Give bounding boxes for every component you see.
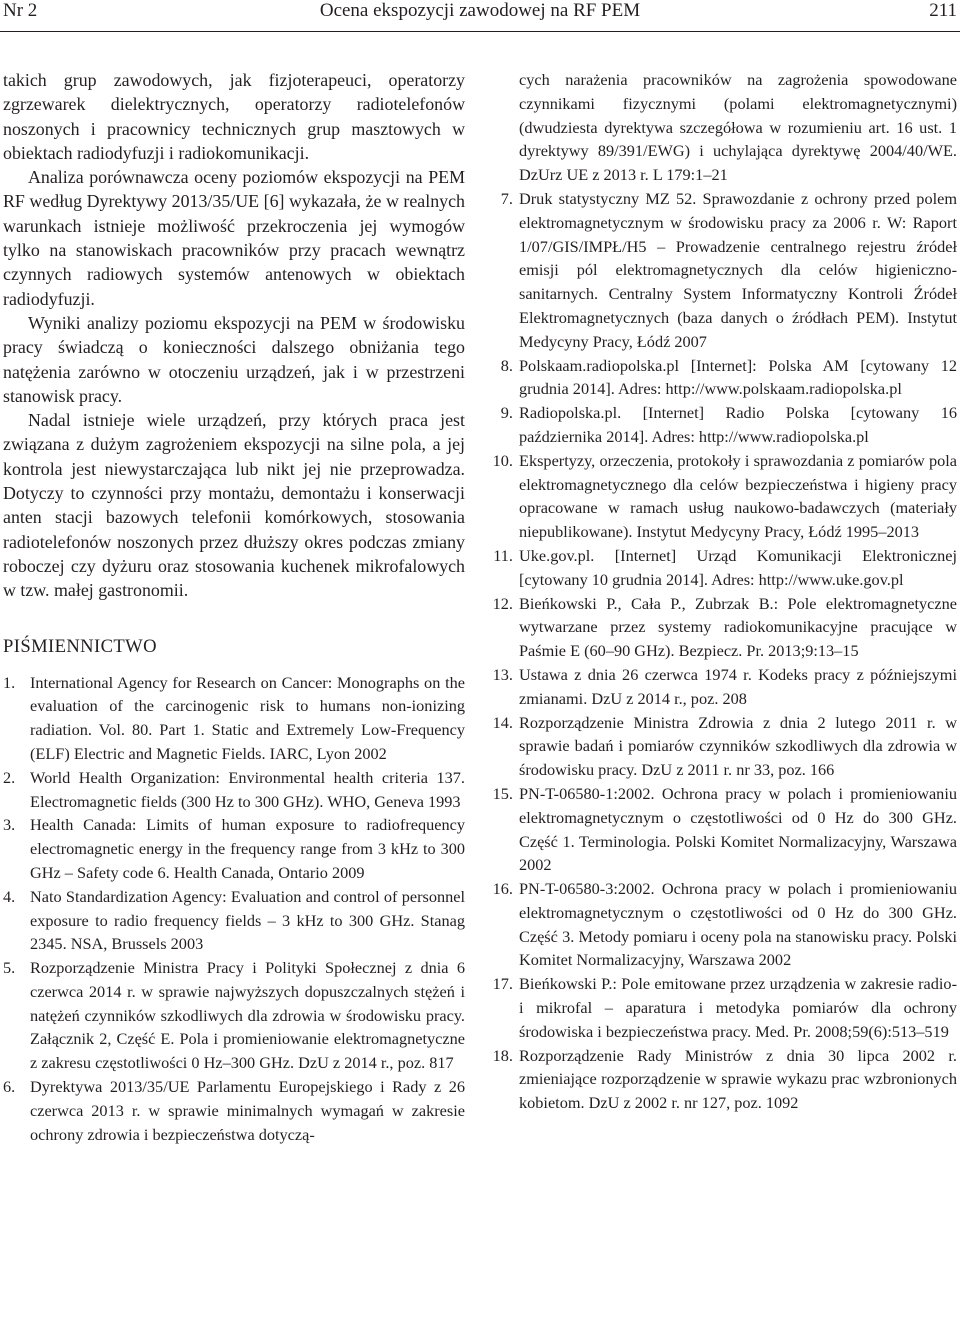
- right-column: [491, 68, 957, 1115]
- reference-number: 8.: [500, 355, 513, 375]
- reference-item: [491, 449, 957, 544]
- reference-text: Bieńkowski P., Cała P., Zubrzak B.: Pole elektromagnetyczne wytwarzane przez systemy radiokomunikacyjne pracujące w Paśmie E (60–90 GHz). Bezpiecz. Pr. 2013;9:13–15: [519, 593, 957, 661]
- reference-item: [491, 877, 957, 972]
- reference-item: [491, 401, 957, 449]
- reference-item: [3, 671, 465, 766]
- reference-item: [491, 1044, 957, 1115]
- reference-item: [3, 956, 465, 1075]
- reference-item-continued: [491, 68, 957, 187]
- reference-text: Dyrektywa 2013/35/UE Parlamentu Europejskiego i Rady z 26 czerwca 2013 r. w sprawie minimalnych wymagań w zakresie ochrony zdrowia i bezpieczeństwa dotyczą-: [30, 1077, 465, 1144]
- reference-number: 10.: [492, 450, 513, 470]
- reference-text: Ustawa z dnia 26 czerwca 1974 r. Kodeks pracy z późniejszymi zmianami. DzU z 2014 r., poz. 208: [519, 664, 957, 708]
- reference-list: [491, 68, 957, 1115]
- reference-number: 3.: [3, 815, 16, 835]
- reference-number: 12.: [492, 593, 513, 613]
- reference-item: [3, 1075, 465, 1146]
- reference-number: 2.: [3, 767, 16, 787]
- reference-number: 18.: [492, 1045, 513, 1065]
- references-heading: PIŚMIENNICTWO: [3, 635, 157, 657]
- reference-text: Rozporządzenie Ministra Pracy i Polityki Społecznej z dnia 6 czerwca 2014 r. w sprawie najwyższych dopuszczalnych stężeń i natężeń czynników szkodliwych dla zdrowia w środowisku pracy. Załącznik 2, Część E. Pola i promieniowanie elektromagnetyczne z zakresu częstotliwości 0 Hz–300 GHz. DzU z 2014 r., poz. 817: [30, 958, 465, 1073]
- body-paragraph: Wyniki analizy poziomu ekspozycji na PEM w środowisku pracy świadczą o konieczności dalszego obniżania tego natężenia zarówno w otoczeniu urządzeń, jak i w przestrzeni stanowisk pracy.: [3, 312, 465, 406]
- reference-number: 17.: [492, 974, 513, 994]
- reference-item: [491, 663, 957, 711]
- reference-number: 11.: [493, 545, 513, 565]
- reference-number: 13.: [492, 664, 513, 684]
- header-rule: [0, 31, 960, 32]
- reference-item: [491, 711, 957, 782]
- reference-text: PN-T-06580-3:2002. Ochrona pracy w polach i promieniowaniu elektromagnetycznym o częstotliwości od 0 Hz do 300 GHz. Część 3. Metody pomiaru i oceny pola na stanowisku pracy. Polski Komitet Normalizacyjny, Warszawa 2002: [519, 879, 957, 970]
- reference-text: Uke.gov.pl. [Internet] Urząd Komunikacji Elektronicznej [cytowany 10 grudnia 2014]. Adres: http://www.uke.gov.pl: [519, 545, 957, 589]
- reference-item: [3, 885, 465, 956]
- reference-item: [491, 782, 957, 877]
- reference-text: Polskaam.radiopolska.pl [Internet]: Polska AM [cytowany 12 grudnia 2014]. Adres: http://www.polskaam.radiopolska.pl: [519, 355, 957, 399]
- reference-text: cych narażenia pracowników na zagrożenia spowodowane czynnikami fizycznymi (polami elektromagnetycznymi) (dwudziesta dyrektywa szczegółowa w rozumieniu art. 16 ust. 1 dyrektywy 89/391/EWG) i uchylająca dyrektywę 2004/40/WE. DzUrz UE z 2013 r. L 179:1–21: [519, 70, 957, 185]
- reference-item: [491, 354, 957, 402]
- reference-number: 16.: [492, 879, 513, 899]
- reference-number: 7.: [500, 188, 513, 208]
- reference-text: Druk statystyczny MZ 52. Sprawozdanie z ochrony przed polem elektromagnetycznym w środowisku pracy za 2006 r. W: Raport 1/07/GIS/IMPŁ/H5 – Prowadzenie centralnego rejestru źródeł emisji pól elektromagnetycznych dla celów higieniczno-sanitarnych. Centralny System Informatyczny Kontroli Źródeł Elektromagnetycznych (baza danych o źródłach PEM). Instytut Medycyny Pracy, Łódź 2007: [519, 188, 957, 351]
- left-column: [3, 68, 465, 1146]
- reference-text: Ekspertyzy, orzeczenia, protokoły i sprawozdania z pomiarów pola elektromagnetycznego dla celów bezpieczeństwa i higieny pracy opracowane w ramach usług naukowo-badawczych (materiały niepublikowane). Instytut Medycyny Pracy, Łódź 1995–2013: [519, 450, 957, 542]
- page-number: 211: [929, 0, 957, 21]
- reference-item: [491, 187, 957, 354]
- reference-number: 15.: [492, 783, 513, 803]
- reference-item: [491, 972, 957, 1043]
- reference-text: Nato Standardization Agency: Evaluation and control of personnel exposure to radio frequency fields – 3 kHz to 300 GHz. Stanag 2345. NSA, Brussels 2003: [30, 886, 465, 954]
- reference-item: [3, 766, 465, 814]
- reference-item: [491, 592, 957, 663]
- reference-text: World Health Organization: Environmental health criteria 137. Electromagnetic fields (300 Hz to 300 GHz). WHO, Geneva 1993: [30, 767, 465, 811]
- reference-text: International Agency for Research on Cancer: Monographs on the evaluation of the carcinogenic risk to humans non-ionizing radiation. Vol. 80. Part 1. Static and Extremely Low-Frequency (ELF) Electric and Magnetic Fields. IARC, Lyon 2002: [30, 672, 465, 763]
- reference-number: 9.: [500, 403, 513, 423]
- reference-text: Health Canada: Limits of human exposure to radiofrequency electromagnetic energy in the frequency range from 3 kHz to 300 GHz – Safety code 6. Health Canada, Ontario 2009: [30, 815, 465, 882]
- page-header: [0, 0, 960, 46]
- reference-text: Rozporządzenie Rady Ministrów z dnia 30 lipca 2002 r. zmieniające rozporządzenie w sprawie wykazu prac wzbronionych kobietom. DzU z 2002 r. nr 127, poz. 1092: [519, 1045, 957, 1113]
- reference-list: [3, 671, 465, 1147]
- issue-number: Nr 2: [3, 0, 38, 21]
- reference-item: [491, 544, 957, 592]
- reference-number: 5.: [3, 958, 16, 978]
- reference-number: 1.: [3, 672, 16, 692]
- running-title: Ocena ekspozycji zawodowej na RF PEM: [319, 0, 641, 21]
- reference-number: 14.: [492, 712, 513, 732]
- reference-text: PN-T-06580-1:2002. Ochrona pracy w polach i promieniowaniu elektromagnetycznym o częstotliwości od 0 Hz do 300 GHz. Część 1. Terminologia. Polski Komitet Normalizacyjny, Warszawa 2002: [519, 783, 957, 875]
- reference-number: 6.: [3, 1077, 16, 1097]
- body-paragraph: Nadal istnieje wiele urządzeń, przy których praca jest związana z dużym zagrożeniem ekspozycji na silne pola, a jej kontrola jest niewystarczająca lub nikt jej nie przeprowadza. Dotyczy to czynności przy montażu, demontażu i konserwacji anten stacji bazowych telefonii komórkowych, stosowania radiotelefonów noszonych przez dłuższy okres podczas zmiany roboczej czy dyżuru oraz stosowania kuchenek mikrofalowych w tzw. małej gastronomii.: [3, 410, 465, 601]
- reference-number: 4.: [3, 886, 16, 906]
- reference-text: Radiopolska.pl. [Internet] Radio Polska [cytowany 16 października 2014]. Adres: http://www.radiopolska.pl: [519, 403, 957, 446]
- reference-item: [3, 813, 465, 884]
- body-paragraph: Analiza porównawcza oceny poziomów ekspozycji na PEM RF według Dyrektywy 2013/35/UE [6] wykazała, że w realnych warunkach istnieje możliwość przekroczenia jej wymogów tylko na stanowiskach pracowników przy pracach wewnątrz czynnych radiowych systemów antenowych w obiektach radiodyfuzji.: [3, 167, 465, 309]
- body-paragraph: takich grup zawodowych, jak fizjoterapeuci, operatorzy zgrzewarek dielektrycznych, operatorzy radiotelefonów noszonych i pracownicy technicznych grup masztowych w obiektach radiodyfuzji i radiokomunikacji.: [3, 70, 465, 163]
- reference-text: Rozporządzenie Ministra Zdrowia z dnia 2 lutego 2011 r. w sprawie badań i pomiarów czynników szkodliwych dla zdrowia w środowisku pracy. DzU z 2011 r. nr 33, poz. 166: [519, 712, 957, 780]
- reference-text: Bieńkowski P.: Pole emitowane przez urządzenia w zakresie radio- i mikrofal – aparatura i metodyka pomiarów dla ochrony środowiska i bezpieczeństwa pracy. Med. Pr. 2008;59(6):513–519: [519, 974, 957, 1041]
